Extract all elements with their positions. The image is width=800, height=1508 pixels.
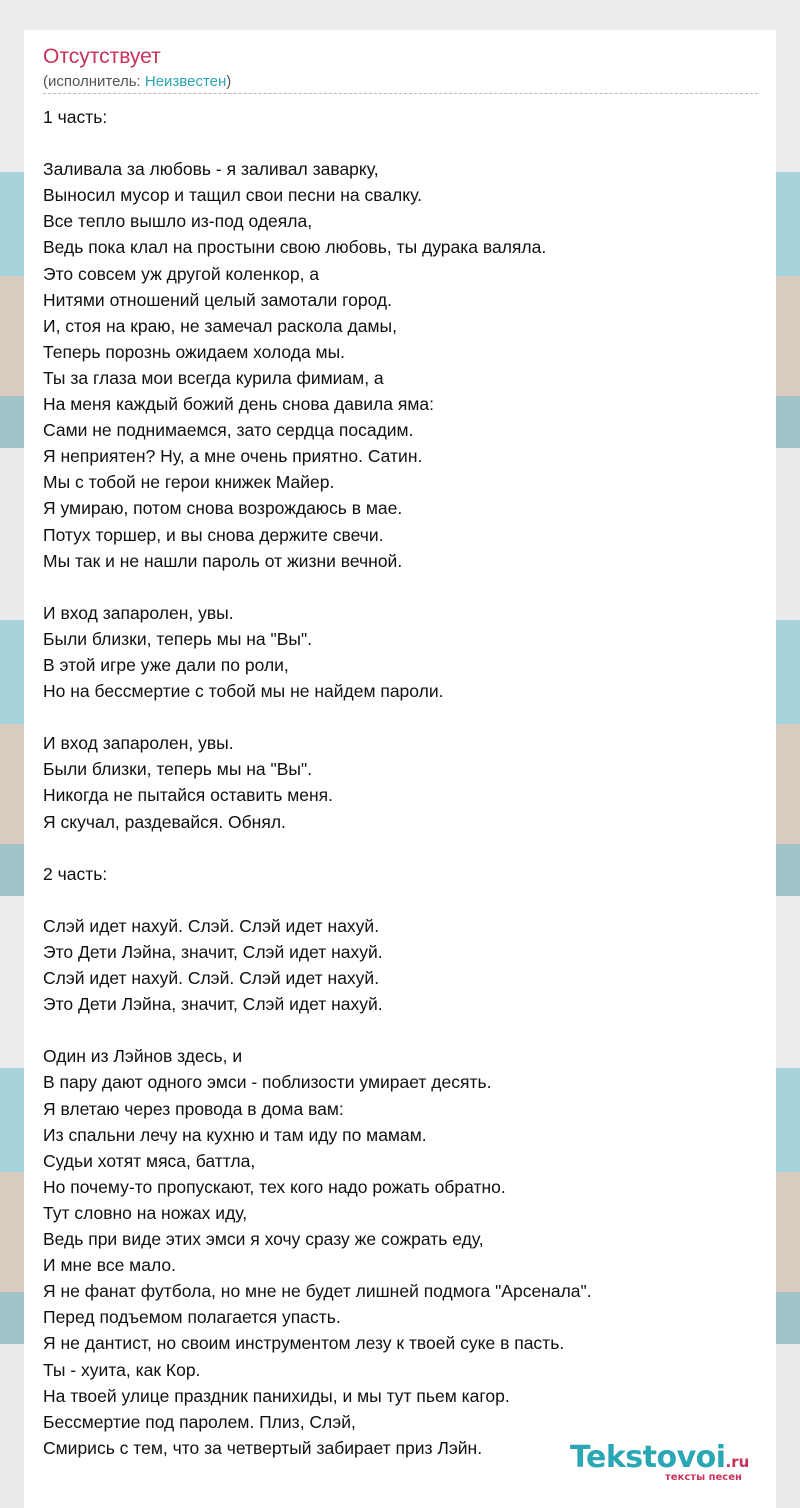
artist-prefix: (исполнитель: — [43, 73, 145, 90]
lyric-blank-line — [43, 887, 758, 913]
lyric-line: И, стоя на краю, не замечал раскола дамы, — [43, 315, 397, 336]
lyric-line: Один из Лэйнов здесь, и — [43, 1046, 243, 1067]
lyric-line: Бессмертие под паролем. Плиз, Слэй, — [43, 1411, 356, 1432]
lyric-line: Это Дети Лэйна, значит, Слэй идет нахуй. — [43, 942, 383, 962]
lyric-line: Мы с тобой не герои книжек Майер. — [43, 472, 335, 493]
lyric-line: Были близки, теперь мы на "Вы". — [43, 759, 313, 780]
lyric-line: Я умираю, потом снова возрождаюсь в мае. — [43, 498, 403, 519]
lyric-line: Ты за глаза мои всегда курила фимиам, а — [43, 367, 384, 388]
lyric-line: И вход запаролен, увы. — [43, 733, 234, 754]
lyric-line: Ты - хуита, как Кор. — [43, 1359, 201, 1380]
logo-tld: .ru — [725, 1453, 750, 1471]
lyric-line: В пару дают одного эмси - поблизости умирает десять. — [43, 1072, 492, 1093]
lyric-line: 2 часть: — [43, 863, 108, 884]
lyric-line: Это совсем уж другой коленкор, а — [43, 263, 320, 284]
lyric-line: Ведь пока клал на простыни свою любовь, ты дурака валяла. — [43, 237, 547, 258]
lyric-line: Я скучал, раздевайся. Обнял. — [43, 811, 286, 832]
song-title: Отсутствует — [43, 45, 161, 68]
lyric-line: Никогда не пытайся оставить меня. — [43, 785, 333, 806]
lyric-line: Смирись с тем, что за четвертый забирает приз Лэйн. — [43, 1437, 483, 1458]
lyric-line: Из спальни лечу на кухню и там иду по мамам. — [43, 1124, 427, 1145]
lyric-line: Судьи хотят мяса, баттла, — [43, 1150, 256, 1171]
artist-suffix: ) — [226, 73, 232, 90]
lyric-line: Сами не поднимаемся, зато сердца посадим. — [43, 420, 414, 441]
lyric-line: Это Дети Лэйна, значит, Слэй идет нахуй. — [43, 994, 383, 1015]
lyric-blank-line — [43, 574, 758, 600]
lyric-blank-line — [43, 1017, 758, 1043]
artist-line — [43, 72, 231, 92]
lyric-line: Выносил мусор и тащил свои песни на свалку. — [43, 185, 422, 206]
lyric-line: Все тепло вышло из-под одеяла, — [43, 211, 313, 232]
lyric-line: Ведь при виде этих эмси я хочу сразу же сожрать еду, — [43, 1229, 484, 1250]
logo-name: Tekstovoi — [570, 1440, 726, 1475]
lyric-line: Слэй идет нахуй. Слэй. Слэй идет нахуй. — [43, 915, 380, 936]
lyric-line: На твоей улице праздник панихиды, и мы тут пьем кагор. — [43, 1385, 510, 1406]
lyric-line: И мне все мало. — [43, 1255, 176, 1276]
lyric-line: Перед подъемом полагается упасть. — [43, 1307, 341, 1328]
lyric-line: В этой игре уже дали по роли, — [43, 654, 289, 675]
lyric-blank-line — [43, 130, 758, 156]
logo-tagline: тексты песен — [665, 1472, 742, 1483]
lyric-blank-line — [43, 704, 758, 730]
artist-link[interactable]: Неизвестен — [144, 73, 227, 90]
lyric-line: На меня каждый божий день снова давила яма: — [43, 394, 434, 415]
lyric-line: Мы так и не нашли пароль от жизни вечной. — [43, 550, 403, 571]
lyric-line: Я влетаю через провода в дома вам: — [43, 1098, 344, 1119]
lyric-line: Были близки, теперь мы на "Вы". — [43, 628, 313, 649]
lyric-line: Я неприятен? Ну, а мне очень приятно. Сатин. — [43, 446, 423, 467]
lyric-line: Слэй идет нахуй. Слэй. Слэй идет нахуй. — [43, 968, 380, 989]
lyric-line: Но на бессмертие с тобой мы не найдем пароли. — [43, 681, 444, 702]
lyric-line: Заливала за любовь - я заливал заварку, — [43, 159, 379, 180]
lyric-line: И вход запаролен, увы. — [43, 602, 234, 623]
title-divider — [43, 93, 758, 94]
lyrics-text — [43, 104, 758, 1461]
lyric-line: Но почему-то пропускают, тех кого надо рожать обратно. — [43, 1176, 506, 1197]
lyric-line: Я не фанат футбола, но мне не будет лишней подмога "Арсенала". — [43, 1281, 592, 1302]
lyric-line: Теперь порознь ожидаем холода мы. — [43, 341, 346, 362]
lyric-line: 1 часть: — [43, 107, 108, 127]
lyric-line: Я не дантист, но своим инструментом лезу к твоей суке в пасть. — [43, 1333, 565, 1354]
lyric-blank-line — [43, 835, 758, 861]
lyric-line: Потух торшер, и вы снова держите свечи. — [43, 524, 384, 545]
lyric-line: Нитями отношений целый замотали город. — [43, 289, 393, 310]
site-logo[interactable] — [570, 1440, 775, 1490]
lyric-line: Тут словно на ножах иду, — [43, 1202, 248, 1223]
